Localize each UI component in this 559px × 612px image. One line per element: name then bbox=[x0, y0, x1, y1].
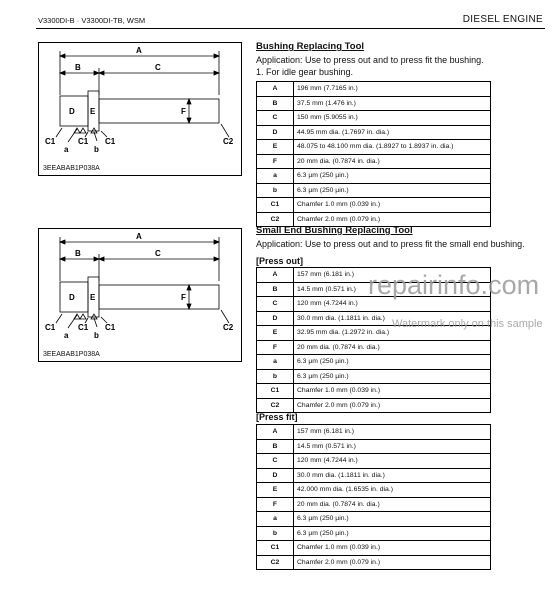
spec-value: Chamfer 2.0 mm (0.079 in.) bbox=[294, 212, 491, 227]
chamfer-c1-label: C1 bbox=[78, 137, 89, 146]
spec-key: C bbox=[257, 111, 294, 126]
header-section: DIESEL ENGINE bbox=[462, 14, 543, 25]
press-fit-spec-table bbox=[256, 424, 491, 570]
press-fit-heading: [Press fit] bbox=[256, 412, 298, 422]
spec-key: C2 bbox=[257, 212, 294, 227]
spec-row bbox=[257, 340, 491, 355]
spec-key: B bbox=[257, 282, 294, 297]
spec-row bbox=[257, 398, 491, 413]
spec-key: b bbox=[257, 183, 294, 198]
header-rule bbox=[36, 28, 545, 29]
spec-value: 14.5 mm (0.571 in.) bbox=[294, 282, 491, 297]
spec-key: D bbox=[257, 311, 294, 326]
spec-row bbox=[257, 96, 491, 111]
spec-key: C1 bbox=[257, 384, 294, 399]
dim-f-label: F bbox=[181, 107, 186, 116]
spec-row bbox=[257, 454, 491, 469]
spec-row bbox=[257, 369, 491, 384]
spec-value: 120 mm (4.7244 in.) bbox=[294, 454, 491, 469]
spec-row bbox=[257, 355, 491, 370]
spec-value: 6.3 µm (250 µin.) bbox=[294, 355, 491, 370]
spec-row bbox=[257, 512, 491, 527]
dim-e-label: E bbox=[90, 107, 96, 116]
spec-value: 20 mm dia. (0.7874 in. dia.) bbox=[294, 340, 491, 355]
spec-row bbox=[257, 526, 491, 541]
spec-value: 120 mm (4.7244 in.) bbox=[294, 297, 491, 312]
spec-row bbox=[257, 125, 491, 140]
finish-b-label: b bbox=[94, 145, 99, 154]
bushing-application-text: Application: Use to press out and to press fit the bushing. bbox=[256, 55, 484, 65]
figure-code: 3EEABAB1P038A bbox=[43, 165, 100, 172]
spec-value: Chamfer 1.0 mm (0.039 in.) bbox=[294, 541, 491, 556]
spec-key: a bbox=[257, 512, 294, 527]
spec-value: 48.075 to 48.100 mm dia. (1.8927 to 1.8937 in. dia.) bbox=[294, 140, 491, 155]
spec-key: C2 bbox=[257, 398, 294, 413]
tool-drawing bbox=[39, 229, 241, 361]
dim-b-label: B bbox=[75, 63, 81, 72]
spec-key: F bbox=[257, 154, 294, 169]
spec-value: 6.3 µm (250 µin.) bbox=[294, 369, 491, 384]
bushing-spec-table bbox=[256, 81, 491, 227]
chamfer-c1-label: C1 bbox=[78, 323, 89, 332]
spec-row bbox=[257, 483, 491, 498]
dim-b-label: B bbox=[75, 249, 81, 258]
spec-value: 42.000 mm dia. (1.6535 in. dia.) bbox=[294, 483, 491, 498]
spec-row bbox=[257, 169, 491, 184]
dim-a-label: A bbox=[136, 232, 142, 241]
bushing-tool-title: Bushing Replacing Tool bbox=[256, 41, 365, 52]
spec-value: 6.3 µm (250 µin.) bbox=[294, 512, 491, 527]
spec-value: 6.3 µm (250 µin.) bbox=[294, 169, 491, 184]
spec-key: E bbox=[257, 140, 294, 155]
spec-value: 157 mm (6.181 in.) bbox=[294, 268, 491, 283]
spec-key: B bbox=[257, 439, 294, 454]
spec-row bbox=[257, 497, 491, 512]
chamfer-c2-label: C2 bbox=[223, 137, 234, 146]
spec-key: C bbox=[257, 297, 294, 312]
spec-key: C2 bbox=[257, 555, 294, 570]
small-end-tool-title: Small End Bushing Replacing Tool bbox=[256, 225, 413, 236]
chamfer-c1-label: C1 bbox=[45, 323, 56, 332]
spec-key: F bbox=[257, 497, 294, 512]
spec-key: A bbox=[257, 82, 294, 97]
spec-row bbox=[257, 439, 491, 454]
watermark-note: Watermark only on this sample bbox=[392, 318, 543, 330]
spec-key: A bbox=[257, 425, 294, 440]
dim-c-label: C bbox=[155, 249, 161, 258]
spec-value: 37.5 mm (1.476 in.) bbox=[294, 96, 491, 111]
spec-value: 6.3 µm (250 µin.) bbox=[294, 526, 491, 541]
spec-key: A bbox=[257, 268, 294, 283]
spec-key: C1 bbox=[257, 541, 294, 556]
spec-value: Chamfer 1.0 mm (0.039 in.) bbox=[294, 198, 491, 213]
spec-row bbox=[257, 425, 491, 440]
spec-value: 14.5 mm (0.571 in.) bbox=[294, 439, 491, 454]
spec-row bbox=[257, 384, 491, 399]
watermark-site: repairinfo.com bbox=[368, 270, 540, 300]
small-end-application-text: Application: Use to press out and to press fit the small end bushing. bbox=[256, 239, 525, 249]
finish-a-label: a bbox=[64, 331, 69, 340]
spec-table-body bbox=[257, 425, 491, 570]
spec-key: C bbox=[257, 454, 294, 469]
header-model: V3300DI-B · V3300DI-TB, WSM bbox=[38, 16, 146, 25]
spec-row bbox=[257, 111, 491, 126]
spec-row bbox=[257, 198, 491, 213]
spec-key: F bbox=[257, 340, 294, 355]
chamfer-c1-label: C1 bbox=[105, 137, 116, 146]
dim-d-label: D bbox=[69, 293, 75, 302]
spec-key: a bbox=[257, 169, 294, 184]
bushing-tool-figure bbox=[38, 42, 242, 176]
spec-key: E bbox=[257, 326, 294, 341]
spec-table-body bbox=[257, 82, 491, 227]
spec-value: 150 mm (5.9055 in.) bbox=[294, 111, 491, 126]
spec-key: b bbox=[257, 369, 294, 384]
dim-a-label: A bbox=[136, 46, 142, 55]
figure-code: 3EEABAB1P038A bbox=[43, 351, 100, 358]
spec-value: 196 mm (7.7165 in.) bbox=[294, 82, 491, 97]
dim-f-label: F bbox=[181, 293, 186, 302]
dim-d-label: D bbox=[69, 107, 75, 116]
finish-a-label: a bbox=[64, 145, 69, 154]
chamfer-c1-label: C1 bbox=[105, 323, 116, 332]
spec-key: D bbox=[257, 468, 294, 483]
chamfer-c1-label: C1 bbox=[45, 137, 56, 146]
dim-c-label: C bbox=[155, 63, 161, 72]
spec-row bbox=[257, 140, 491, 155]
spec-row bbox=[257, 82, 491, 97]
spec-value: Chamfer 2.0 mm (0.079 in.) bbox=[294, 555, 491, 570]
spec-value: 6.3 µm (250 µin.) bbox=[294, 183, 491, 198]
spec-value: 20 mm dia. (0.7874 in. dia.) bbox=[294, 497, 491, 512]
spec-value: 30.0 mm dia. (1.1811 in. dia.) bbox=[294, 311, 491, 326]
spec-row bbox=[257, 468, 491, 483]
spec-value: Chamfer 1.0 mm (0.039 in.) bbox=[294, 384, 491, 399]
spec-value: 157 mm (6.181 in.) bbox=[294, 425, 491, 440]
spec-key: a bbox=[257, 355, 294, 370]
chamfer-c2-label: C2 bbox=[223, 323, 234, 332]
spec-key: E bbox=[257, 483, 294, 498]
spec-row bbox=[257, 183, 491, 198]
spec-value: 44.95 mm dia. (1.7697 in. dia.) bbox=[294, 125, 491, 140]
spec-row bbox=[257, 555, 491, 570]
spec-key: B bbox=[257, 96, 294, 111]
spec-value: Chamfer 2.0 mm (0.079 in.) bbox=[294, 398, 491, 413]
spec-row bbox=[257, 541, 491, 556]
finish-b-label: b bbox=[94, 331, 99, 340]
dim-e-label: E bbox=[90, 293, 96, 302]
spec-value: 30.0 mm dia. (1.1811 in. dia.) bbox=[294, 468, 491, 483]
press-out-heading: [Press out] bbox=[256, 256, 304, 266]
tool-drawing bbox=[39, 43, 241, 175]
spec-key: C1 bbox=[257, 198, 294, 213]
spec-key: D bbox=[257, 125, 294, 140]
small-end-tool-figure bbox=[38, 228, 242, 362]
spec-row bbox=[257, 154, 491, 169]
spec-value: 20 mm dia. (0.7874 in. dia.) bbox=[294, 154, 491, 169]
spec-key: b bbox=[257, 526, 294, 541]
bushing-note-text: 1. For idle gear bushing. bbox=[256, 67, 354, 77]
spec-value: 32.95 mm dia. (1.2972 in. dia.) bbox=[294, 326, 491, 341]
